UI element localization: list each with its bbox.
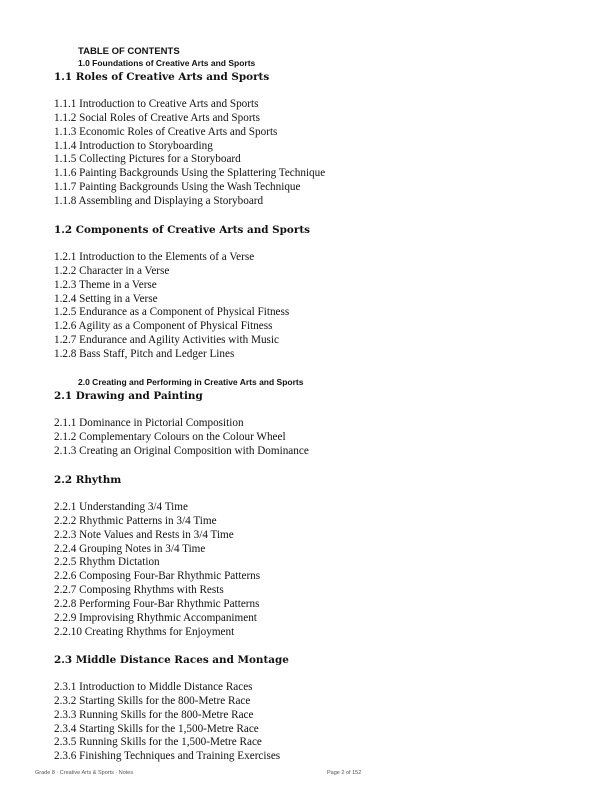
toc-entry: 1.2.1 Introduction to the Elements of a Verse bbox=[54, 251, 255, 263]
toc-entry: 1.1.6 Painting Backgrounds Using the Splattering Technique bbox=[54, 167, 326, 180]
toc-entry: 2.2.6 Composing Four-Bar Rhythmic Patterns bbox=[54, 570, 261, 583]
toc-title: TABLE OF CONTENTS bbox=[78, 46, 180, 57]
toc-entry: 1.2.6 Agility as a Component of Physical Fitness bbox=[54, 320, 273, 333]
part-heading: 1.0 Foundations of Creative Arts and Sports bbox=[78, 58, 256, 68]
toc-entry: 2.1.1 Dominance in Pictorial Composition bbox=[54, 417, 244, 429]
toc-entry: 2.3.4 Starting Skills for the 1,500-Metre Race bbox=[54, 722, 259, 735]
part-heading: 2.0 Creating and Performing in Creative Arts and Sports bbox=[78, 377, 304, 387]
toc-entry: 2.3.6 Finishing Techniques and Training Exercises bbox=[54, 750, 281, 763]
toc-entry: 2.3.3 Running Skills for the 800-Metre Race bbox=[54, 708, 254, 721]
toc-entry: 2.3.2 Starting Skills for the 800-Metre Race bbox=[54, 694, 251, 707]
toc-entry: 1.1.2 Social Roles of Creative Arts and Sports bbox=[54, 111, 261, 124]
toc-entry: 1.2.8 Bass Staff, Pitch and Ledger Lines bbox=[54, 347, 235, 360]
section-heading: 2.1 Drawing and Painting bbox=[54, 390, 203, 402]
toc-entry: 2.2.5 Rhythm Dictation bbox=[54, 556, 160, 569]
toc-entry: 2.2.3 Note Values and Rests in 3/4 Time bbox=[54, 528, 234, 541]
toc-entry-list bbox=[54, 98, 325, 209]
footer-course-label: Grade 8 · Creative Arts & Sports · Notes bbox=[35, 770, 134, 776]
toc-entry: 1.1.3 Economic Roles of Creative Arts and Sports bbox=[54, 125, 278, 138]
section-heading: 1.1 Roles of Creative Arts and Sports bbox=[54, 71, 270, 83]
toc-entry: 2.2.9 Improvising Rhythmic Accompaniment bbox=[54, 611, 257, 624]
toc-entry: 1.1.7 Painting Backgrounds Using the Wash Technique bbox=[54, 181, 301, 194]
toc-entry: 1.2.3 Theme in a Verse bbox=[54, 278, 157, 291]
toc-entry: 2.1.2 Complementary Colours on the Colour Wheel bbox=[54, 430, 286, 443]
toc-entry: 1.2.5 Endurance as a Component of Physical Fitness bbox=[54, 306, 290, 319]
footer-page-number: Page 2 of 152 bbox=[327, 770, 362, 776]
toc-entry: 1.1.8 Assembling and Displaying a Storyboard bbox=[54, 194, 264, 207]
toc-entry: 1.2.7 Endurance and Agility Activities with Music bbox=[54, 334, 279, 347]
toc-entry: 1.1.5 Collecting Pictures for a Storyboard bbox=[54, 153, 241, 166]
toc-entry-list bbox=[54, 681, 280, 764]
toc-entry-list bbox=[54, 417, 309, 459]
toc-entry: 1.2.4 Setting in a Verse bbox=[54, 292, 158, 305]
toc-entry: 1.1.4 Introduction to Storyboarding bbox=[54, 139, 213, 152]
toc-entry: 2.1.3 Creating an Original Composition with Dominance bbox=[54, 444, 309, 457]
toc-entry-list bbox=[54, 501, 260, 639]
section-heading: 2.3 Middle Distance Races and Montage bbox=[54, 654, 289, 666]
toc-entry: 2.3.5 Running Skills for the 1,500-Metre Race bbox=[54, 736, 262, 749]
toc-entry: 2.3.1 Introduction to Middle Distance Races bbox=[54, 681, 253, 693]
toc-entry: 2.2.7 Composing Rhythms with Rests bbox=[54, 584, 224, 597]
toc-entry: 1.2.2 Character in a Verse bbox=[54, 264, 170, 277]
toc-entry: 2.2.1 Understanding 3/4 Time bbox=[54, 501, 188, 513]
toc-entry: 2.2.10 Creating Rhythms for Enjoyment bbox=[54, 625, 235, 638]
toc-entry: 2.2.8 Performing Four-Bar Rhythmic Patterns bbox=[54, 597, 260, 610]
toc-entry: 1.1.1 Introduction to Creative Arts and Sports bbox=[54, 98, 259, 110]
toc-entry: 2.2.2 Rhythmic Patterns in 3/4 Time bbox=[54, 514, 217, 527]
toc-entry-list bbox=[54, 251, 289, 362]
toc-entry: 2.2.4 Grouping Notes in 3/4 Time bbox=[54, 542, 206, 555]
section-heading: 2.2 Rhythm bbox=[54, 474, 122, 486]
section-heading: 1.2 Components of Creative Arts and Sports bbox=[54, 224, 310, 236]
